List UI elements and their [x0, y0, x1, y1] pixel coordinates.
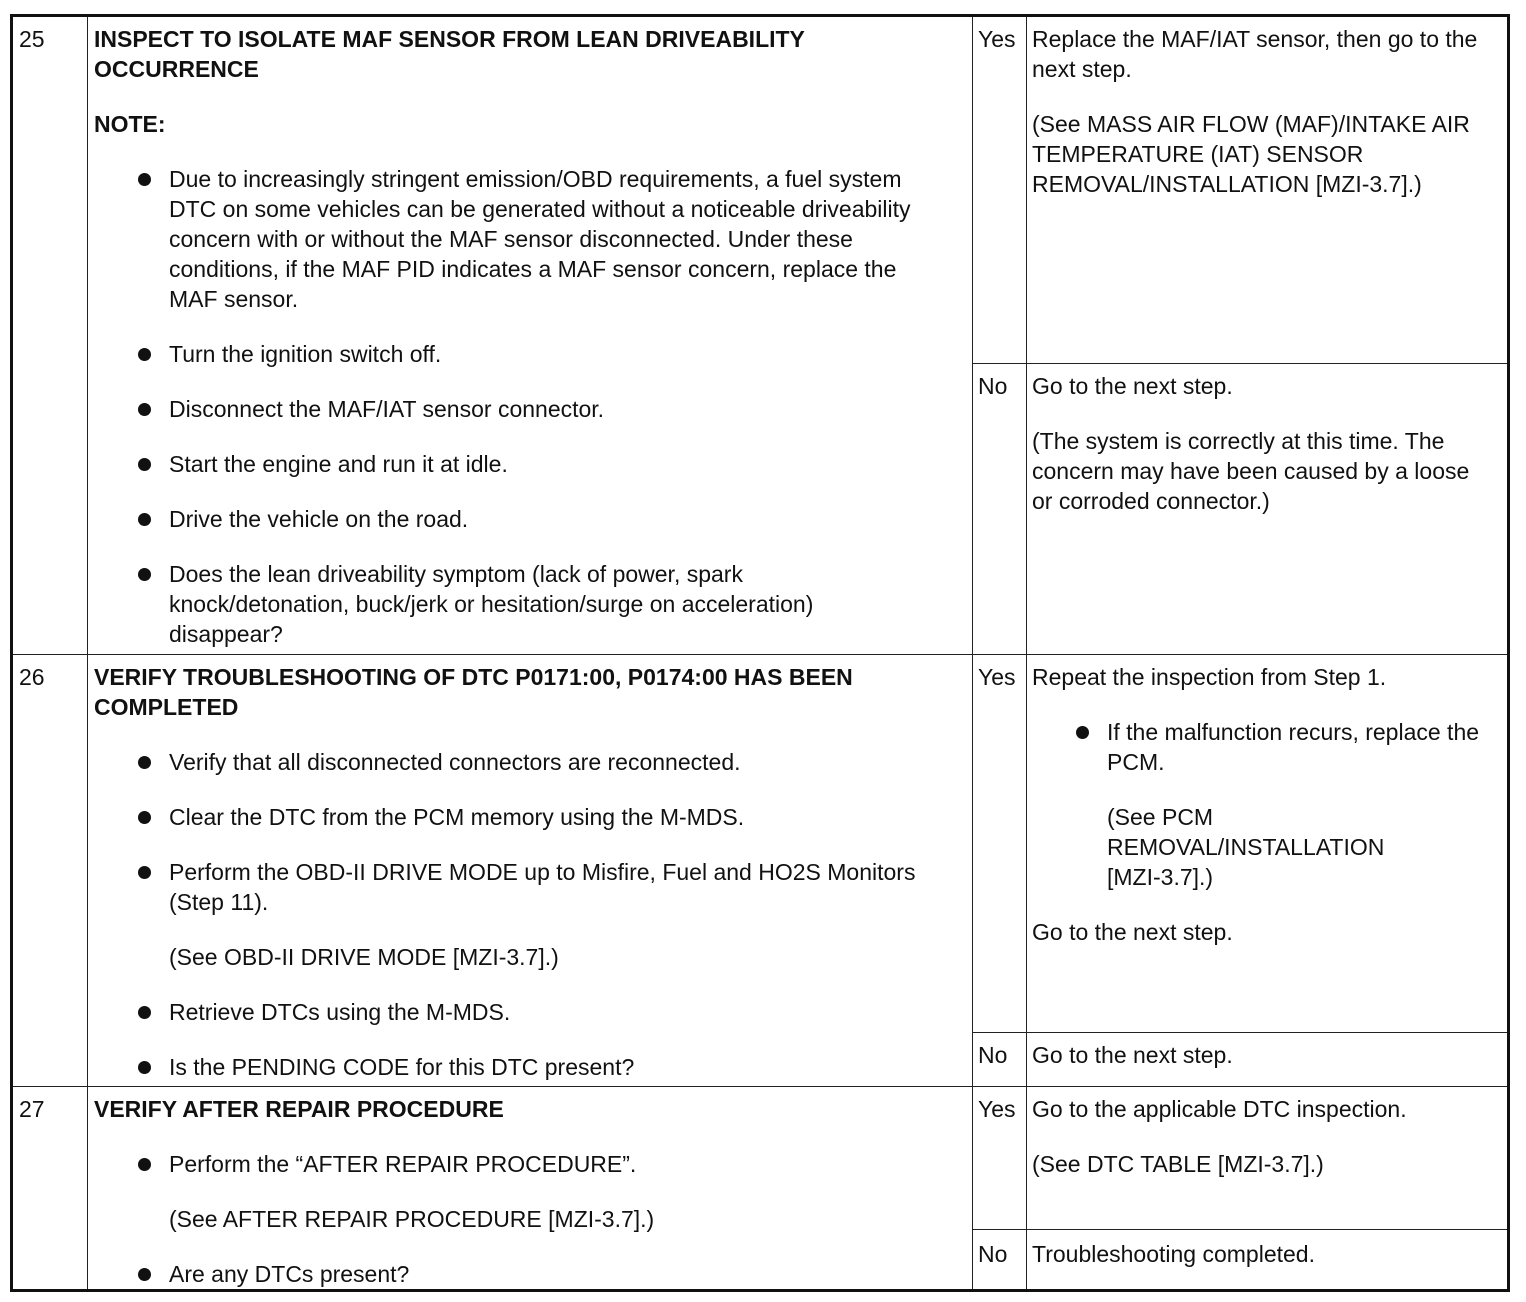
list-item: Verify that all disconnected connectors are reconnected.	[94, 747, 964, 777]
step-27-no-result	[1032, 1239, 1492, 1269]
bullet-icon	[138, 1268, 151, 1281]
column-divider-action	[972, 17, 973, 1289]
result-text: Repeat the inspection from Step 1.	[1032, 664, 1387, 690]
result-text: Go to the applicable DTC inspection.	[1032, 1096, 1407, 1122]
bullet-icon	[138, 513, 151, 526]
result-text: Go to the next step.	[1032, 373, 1233, 399]
yes-label: Yes	[978, 26, 1016, 52]
step-25-no-result	[1032, 371, 1492, 516]
list-item: Clear the DTC from the PCM memory using the M-MDS.	[94, 802, 964, 832]
step-26-yes-result	[1032, 662, 1492, 947]
result-reference: (See MASS AIR FLOW (MAF)/INTAKE AIR TEMPERATURE (IAT) SENSOR REMOVAL/INSTALLATION [MZI-3.7].)	[1032, 111, 1470, 197]
bullet-icon	[138, 811, 151, 824]
list-item: Retrieve DTCs using the M-MDS.	[94, 997, 964, 1027]
result-text: Troubleshooting completed.	[1032, 1241, 1315, 1267]
no-label: No	[978, 373, 1008, 399]
bullet-icon	[138, 348, 151, 361]
step-title: INSPECT TO ISOLATE MAF SENSOR FROM LEAN DRIVEABILITY	[94, 26, 805, 52]
bullet-icon	[1076, 726, 1089, 739]
step-number: 27	[19, 1096, 45, 1122]
list-item: Does the lean driveability symptom (lack of power, spark knock/detonation, buck/jerk or hesitation/surge on acceleration) disappear?	[94, 559, 909, 649]
list-item: Disconnect the MAF/IAT sensor connector.	[94, 394, 964, 424]
step-title-cont: COMPLETED	[94, 694, 239, 720]
column-divider-result	[1026, 17, 1027, 1289]
list-item: Start the engine and run it at idle.	[94, 449, 964, 479]
result-reference: (See DTC TABLE [MZI-3.7].)	[1032, 1151, 1324, 1177]
bullet-icon	[138, 1158, 151, 1171]
result-text: Go to the next step.	[1032, 1042, 1233, 1068]
reference-text: (See AFTER REPAIR PROCEDURE [MZI-3.7].)	[169, 1206, 655, 1232]
no-label: No	[978, 1042, 1008, 1068]
bullet-icon	[138, 403, 151, 416]
step-27-yes-result	[1032, 1094, 1492, 1179]
step-number: 26	[19, 664, 45, 690]
row-divider	[13, 1086, 1507, 1087]
bullet-icon	[138, 568, 151, 581]
step-27-action	[94, 1094, 964, 1289]
step-number: 25	[19, 26, 45, 52]
list-item: Are any DTCs present?	[94, 1259, 964, 1289]
step-26-action	[94, 662, 964, 1082]
bullet-icon	[138, 173, 151, 186]
result-reference: (See PCM REMOVAL/INSTALLATION [MZI-3.7].)	[1107, 804, 1385, 890]
list-item: Perform the “AFTER REPAIR PROCEDURE”.	[94, 1149, 964, 1179]
bullet-icon	[138, 1061, 151, 1074]
yes-label: Yes	[978, 664, 1016, 690]
result-text: Replace the MAF/IAT sensor, then go to the next step.	[1032, 26, 1478, 82]
yes-label: Yes	[978, 1096, 1016, 1122]
yes-no-divider	[972, 363, 1507, 364]
bullet-icon	[138, 1006, 151, 1019]
column-divider-step	[87, 17, 88, 1289]
list-item: Due to increasingly stringent emission/OBD requirements, a fuel system DTC on some vehicles can be generated without a noticeable driveability concern with or without the MAF sensor disconnected. Under these conditions, if the MAF PID indicates a MAF sensor concern, replace the MAF sensor.	[94, 164, 944, 314]
list-item: Turn the ignition switch off.	[94, 339, 964, 369]
step-25-action	[94, 24, 964, 649]
bullet-icon	[138, 866, 151, 879]
step-title-cont: OCCURRENCE	[94, 56, 259, 82]
troubleshooting-table	[10, 14, 1510, 1292]
step-26-no-result	[1032, 1040, 1492, 1070]
step-title: VERIFY AFTER REPAIR PROCEDURE	[94, 1096, 504, 1122]
result-reference: (The system is correctly at this time. The concern may have been caused by a loose or corroded connector.)	[1032, 428, 1470, 514]
no-label: No	[978, 1241, 1008, 1267]
bullet-icon	[138, 458, 151, 471]
yes-no-divider	[972, 1229, 1507, 1230]
step-title: VERIFY TROUBLESHOOTING OF DTC P0171:00, P0174:00 HAS BEEN	[94, 664, 853, 690]
yes-no-divider	[972, 1032, 1507, 1033]
list-item: Perform the OBD-II DRIVE MODE up to Misfire, Fuel and HO2S Monitors (Step 11).	[94, 857, 959, 917]
list-item: Is the PENDING CODE for this DTC present?	[94, 1052, 964, 1082]
bullet-icon	[138, 756, 151, 769]
reference-text: (See OBD-II DRIVE MODE [MZI-3.7].)	[169, 944, 559, 970]
list-item: Drive the vehicle on the road.	[94, 504, 964, 534]
note-label: NOTE:	[94, 111, 166, 137]
step-25-yes-result	[1032, 24, 1492, 199]
result-text: Go to the next step.	[1032, 919, 1233, 945]
list-item: If the malfunction recurs, replace the PCM.	[1032, 717, 1487, 777]
row-divider	[13, 654, 1507, 655]
